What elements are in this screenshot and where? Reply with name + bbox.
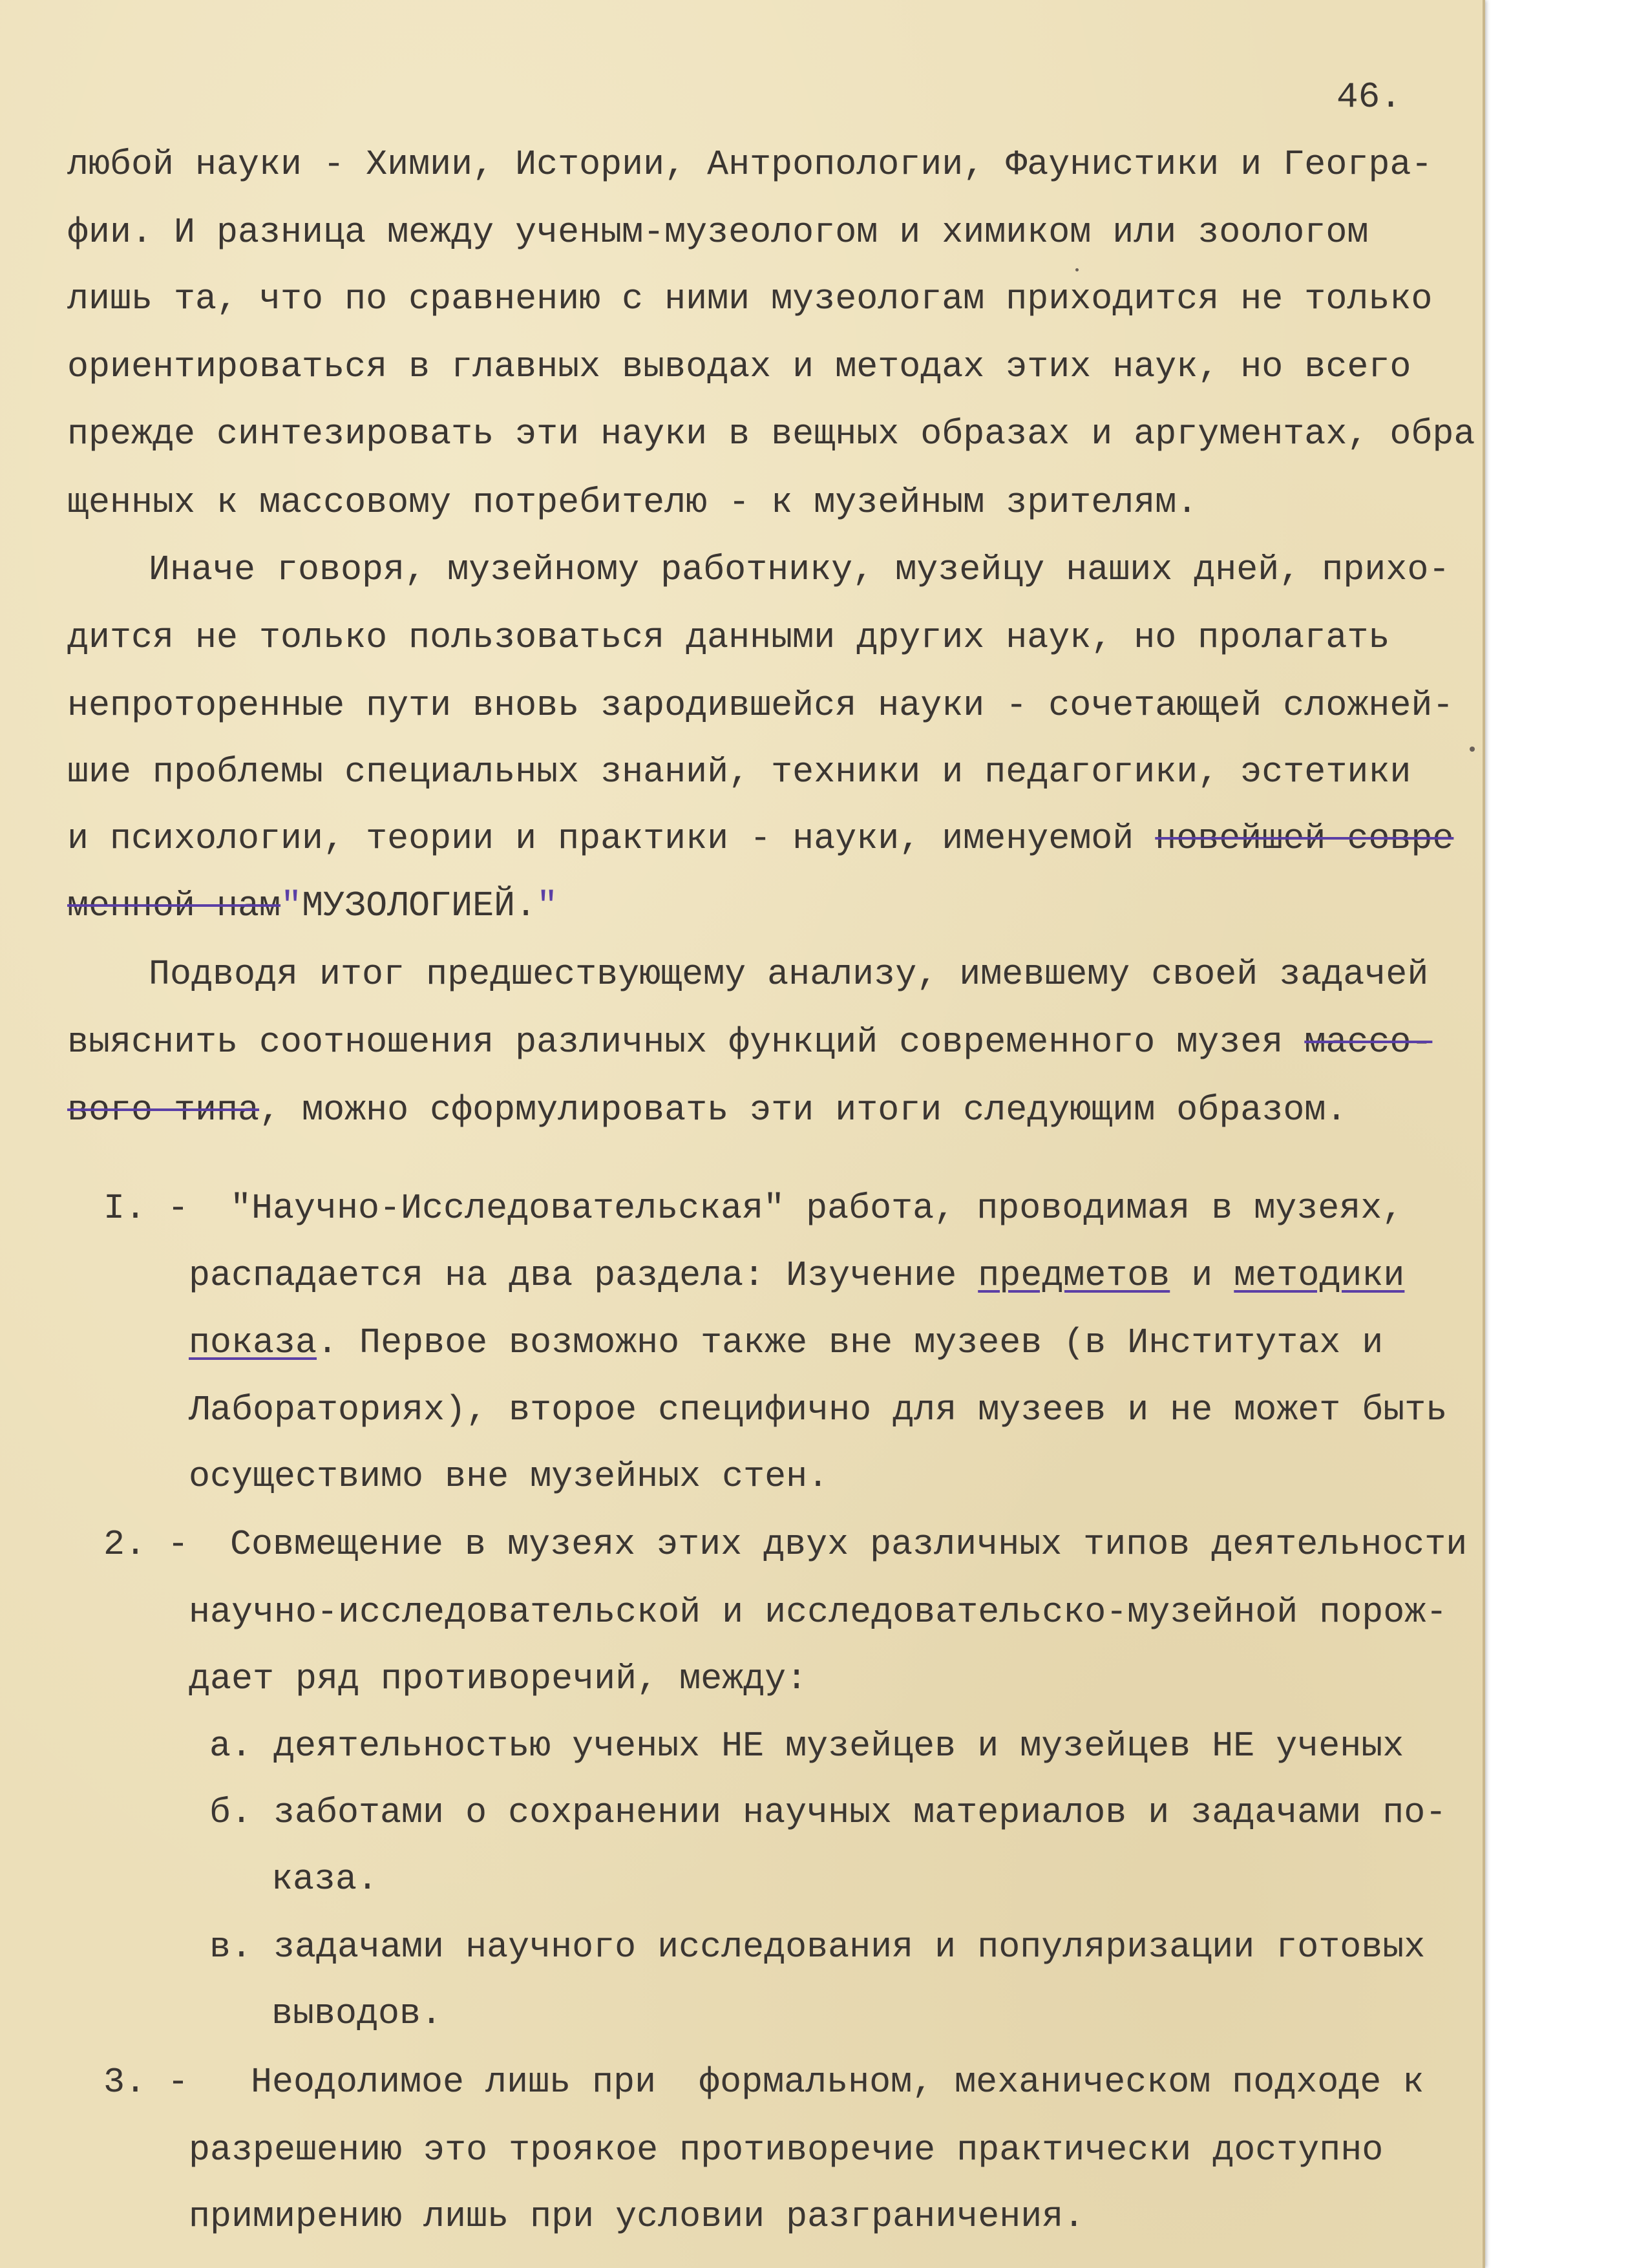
list-marker: 2. - [103,1524,189,1565]
text-line: лишь та, что по сравнению с ними музеологам приходится не только [67,279,1433,319]
list-marker: 3. - [103,2062,189,2103]
sub-item-c: в. задачами научного исследования и популяризации готовых [209,1927,1426,1967]
sheet-edge [1483,0,1485,2268]
text-line: научно-исследовательской и исследовательско-музейной порож- [189,1592,1448,1633]
text-segment: выяснить соотношения различных функций современного музея [67,1022,1305,1063]
struck-text: новейшей совре [1155,818,1454,859]
text-line [67,820,1453,858]
text-segment: . Первое возможно также вне музеев (в Институтах и [317,1322,1384,1363]
text-line: Неодолимое лишь при формальном, механическом подходе к [251,2062,1424,2103]
text-line [67,1091,1347,1130]
text-line [67,1023,1432,1062]
term-muzologiya: МУЗОЛОГИЕЙ. [302,885,537,926]
struck-text: менной нам [67,885,281,926]
sub-item-a: а. деятельностью ученых НЕ музейцев и музейцев НЕ ученых [209,1726,1404,1766]
text-line: дает ряд противоречий, между: [189,1659,808,1699]
sub-item-b: б. заботами о сохранении научных материалов и задачами по- [209,1792,1447,1833]
page-number: 46. [1336,76,1402,118]
struck-text: массо- [1304,1022,1433,1063]
text-line: прежде синтезировать эти науки в вещных образах и аргументах, обра [67,414,1475,454]
text-segment: и [1170,1255,1234,1296]
handwritten-quote: " [536,885,558,926]
text-line: щенных к массовому потребителю - к музейным зрителям. [67,482,1198,523]
text-line: разрешению это троякое противоречие практически доступно [189,2130,1384,2170]
text-segment: распадается на два раздела: Изучение [189,1255,978,1296]
text-segment: и психологии, теории и практики - науки, именуемой [67,818,1156,859]
text-line: шие проблемы специальных знаний, техники и педагогики, эстетики [67,752,1411,792]
text-line: любой науки - Химии, Истории, Антропологии, Фаунистики и Геогра- [67,144,1433,185]
text-line: Подводя итог предшествующему анализу, имевшему своей задачей [149,954,1429,995]
paper-speck [1075,268,1079,271]
list-marker: I. - [103,1188,189,1229]
text-line: каза. [271,1859,379,1900]
text-line: осуществимо вне музейных стен. [189,1456,829,1497]
text-line: фии. И разница между ученым-музеологом и химиком или зоологом [67,212,1369,253]
text-line: Совмещение в музеях этих двух различных типов деятельности [230,1524,1468,1565]
text-line: "Научно-Исследовательская" работа, проводимая в музеях, [230,1188,1404,1229]
handwritten-quote: " [280,885,302,926]
text-segment: , можно сформулировать эти итоги следующим образом. [259,1090,1347,1130]
underlined-text: показа [189,1322,317,1363]
text-line: дится не только пользоваться данными других наук, но пролагать [67,617,1390,658]
struck-text: вого типа [67,1090,260,1130]
paper-speck [1470,747,1475,752]
underlined-text: предметов [978,1255,1170,1296]
text-line: ориентироваться в главных выводах и методах этих наук, но всего [67,346,1411,387]
text-line: Иначе говоря, музейному работнику, музейцу наших дней, прихо- [149,549,1450,590]
underlined-text: методики [1234,1255,1405,1296]
text-line: выводов. [271,1993,443,2034]
text-line: Лабораториях), второе специфично для музеев и не может быть [189,1390,1448,1430]
text-line: непроторенные пути вновь зародившейся науки - сочетающей сложней- [67,685,1454,726]
text-line [189,1324,1383,1362]
text-line [67,887,558,926]
text-line: примирению лишь при условии разграничения. [189,2196,1085,2237]
text-line [189,1256,1404,1295]
